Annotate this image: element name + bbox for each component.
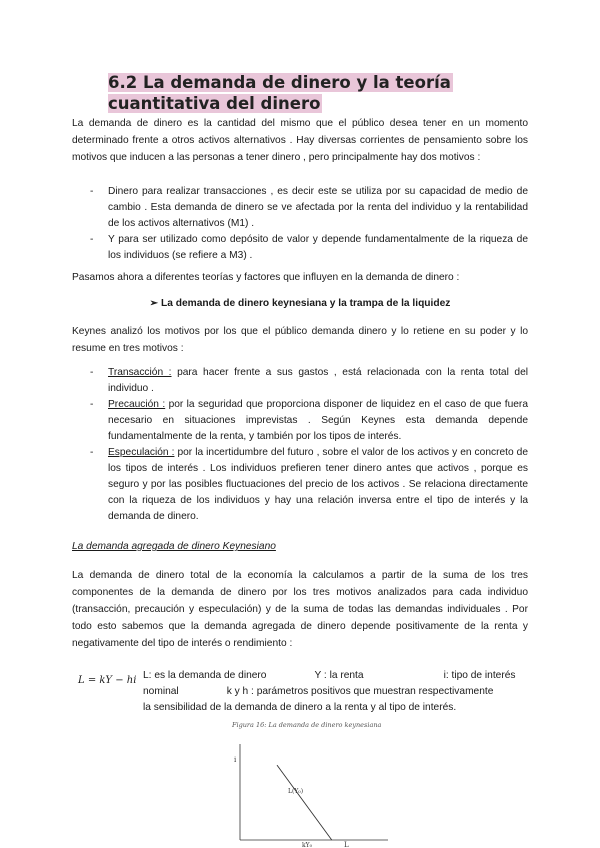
money-demand-chart: [222, 736, 392, 848]
motive-term: Especulación :: [108, 447, 175, 458]
motive-text: Dinero para realizar transacciones , es decir este se utiliza por su capacidad de medio de cambio . Esta demanda de dinero se ve afectada por la renta del individuo y la rentabilidad de los activos alternativos (M1) .: [108, 186, 528, 229]
section-heading: [108, 72, 528, 114]
formula-nominal: nominal: [143, 686, 179, 697]
motive-term: Precaución :: [108, 399, 166, 410]
demand-curve: [277, 765, 332, 840]
x-tick-label: kY₀: [302, 842, 313, 848]
motive-text: Y para ser utilizado como depósito de valor y depende fundamentalmente de la riqueza de los individuos (se refiere a M3) .: [108, 234, 528, 261]
list-item: - Y para ser utilizado como depósito de valor y depende fundamentalmente de la riqueza de los individuos (se refiere a M3) .: [90, 234, 528, 261]
list-item: - Especulación : por la incertidumbre del futuro , sobre el valor de los activos y en concreto de los tipos de interés . Los individuos prefieren tener dinero antes que activos , porque es seguro y por las posibles fluctuaciones del precio de los activos . Se relaciona directamente con la riqueza de los individuos y hay una relación inversa entre el tipo de interés y la demanda de dinero.: [90, 447, 528, 522]
formula-kh-desc: k y h : parámetros positivos que muestran respectivamente: [226, 686, 494, 697]
motive-text: para hacer frente a sus gastos , está relacionada con la renta total del individuo .: [108, 367, 528, 394]
keynes-section-title: ➢ La demanda de dinero keynesiana y la trampa de la liquidez: [149, 298, 451, 309]
motive-text: por la incertidumbre del futuro , sobre el valor de los activos y en concreto de los tipos de interés . Los individuos prefieren tener dinero antes que activos , porque es seguro y por las posibles fluctuaciones del precio de los activos . Se relaciona directamente con la riqueza de los individuos y hay una relación inversa entre el tipo de interés y la demanda de dinero.: [108, 447, 528, 522]
heading-text: 6.2 La demanda de dinero y la teoría cuantitativa del dinero: [108, 73, 451, 113]
y-axis-label: i: [234, 756, 237, 764]
curve-label: L(Y₀): [288, 788, 304, 795]
motives-list: [90, 184, 528, 264]
transition-paragraph: Pasamos ahora a diferentes teorías y factores que influyen en la demanda de dinero :: [72, 272, 460, 283]
intro-paragraph: La demanda de dinero es la cantidad del mismo que el público desea tener en un momento determinado frente a otros activos alternativos . Hay diversas corrientes de pensamiento sobre los motivos que inducen a las personas a tener dinero , pero principalmente hay dos motivos :: [72, 118, 528, 163]
keynes-motives-list: [90, 365, 528, 525]
motive-text: por la seguridad que proporciona disponer de liquidez en el caso de que fuera necesario en situaciones imprevistas . Según Keynes esta demanda depende fundamentalmente de la renta, y también por los tipos de interés.: [108, 399, 528, 442]
x-axis-label: L: [344, 841, 349, 848]
formula-y-desc: Y : la renta: [314, 670, 364, 681]
keynes-intro-paragraph: Keynes analizó los motivos por los que el público demanda dinero y lo retiene en su poder y lo resume en tres motivos :: [72, 326, 528, 354]
list-item: - Dinero para realizar transacciones , es decir este se utiliza por su capacidad de medio de cambio . Esta demanda de dinero se ve afectada por la renta del individuo y la rentabilidad de los activos alternativos (M1) .: [90, 186, 528, 229]
formula-l-desc: L: es la demanda de dinero: [143, 670, 267, 681]
list-item: - Transacción : para hacer frente a sus gastos , está relacionada con la renta total del individuo .: [90, 367, 528, 394]
aggregate-subheading: La demanda agregada de dinero Keynesiano: [72, 541, 276, 552]
formula-description: [143, 668, 528, 716]
formula-row-3: la sensibilidad de la demanda de dinero a la renta y al tipo de interés.: [143, 702, 457, 713]
formula-row-1: [143, 668, 528, 684]
figure-caption: Figura 16: La demanda de dinero keynesiana: [232, 721, 382, 729]
motive-term: Transacción :: [108, 367, 172, 378]
formula-row-2: [143, 684, 528, 700]
aggregate-paragraph: La demanda de dinero total de la economía la calculamos a partir de la suma de los tres componentes de la demanda de dinero por los tres motivos analizados para cada individuo (transacción, precaución y especulación) y de la suma de todas las demandas individuales . Por todo esto sabemos que la demanda agregada de dinero depende positivamente de la renta y negativamente del tipo de interés o rendimiento :: [72, 570, 528, 649]
list-item: - Precaución : por la seguridad que proporciona disponer de liquidez en el caso de que fuera necesario en situaciones imprevistas . Según Keynes esta demanda depende fundamentalmente de la renta, y también por los tipos de interés.: [90, 399, 528, 442]
money-demand-formula: L = kY − hi: [78, 675, 137, 686]
formula-i-desc: i: tipo de interés: [443, 670, 516, 681]
